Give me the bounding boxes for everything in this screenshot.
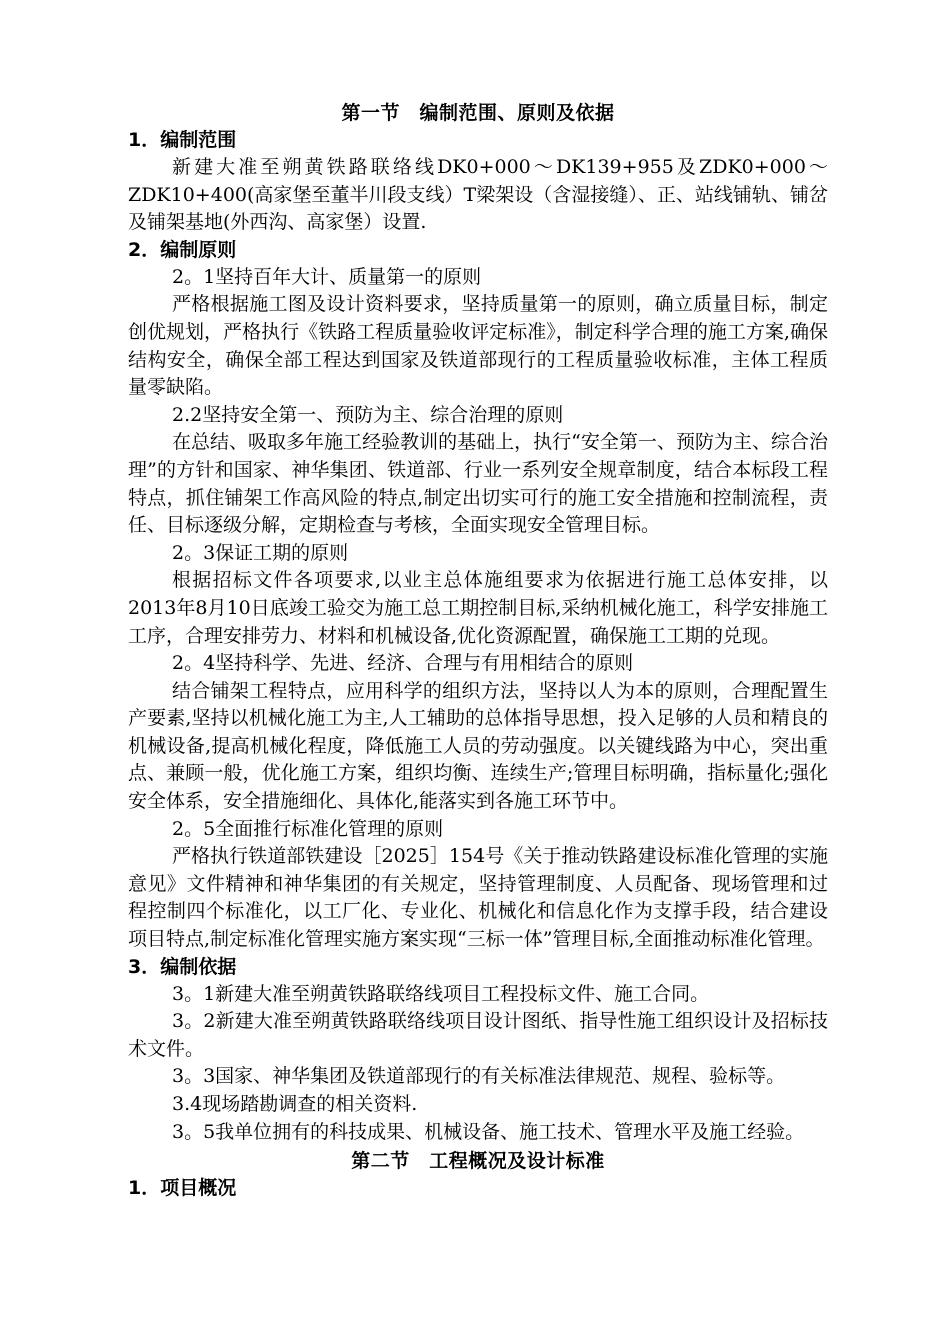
- paragraph-basis-4: 3.4现场踏勘调查的相关资料.: [172, 1093, 418, 1115]
- section-1-title: 第一节 编制范围、原则及依据: [341, 102, 615, 124]
- subheading-safety-first: 2.2坚持安全第一、预防为主、综合治理的原则: [172, 403, 564, 426]
- heading-project-overview: 1．项目概况: [128, 1177, 237, 1200]
- paragraph-safety-first: 在总结、吸取多年施工经验教训的基础上，执行“安全第一、预防为主、综合治理”的方针和国家、神华集团、铁道部、行业一系列安全规章制度，结合本标段工程特点，抓住铺架工作高风险的特点,制定出切实可行的施工安全措施和控制流程，责任、目标逐级分解，定期检查与考核，全面实现安全管理目标。: [128, 431, 828, 537]
- paragraph-basis-2: 3。2新建大准至朔黄铁路联络线项目设计图纸、指导性施工组织设计及招标技术文件。: [128, 1010, 828, 1060]
- section-2-title: 第二节 工程概况及设计标准: [351, 1150, 605, 1173]
- paragraph-compile-scope: 新建大准至朔黄铁路联络线DK0+000～DK139+955及ZDK0+000～ZDK10+400(高家堡至董半川段支线）T梁架设（含湿接缝）、正、站线铺轨、铺岔及铺架基地(外西沟、高家堡）设置.: [128, 156, 828, 234]
- heading-compile-principles: 2．编制原则: [128, 238, 237, 261]
- subheading-standardization: 2。5全面推行标准化管理的原则: [172, 817, 444, 840]
- paragraph-basis-5: 3。5我单位拥有的科技成果、机械设备、施工技术、管理水平及施工经验。: [172, 1120, 805, 1143]
- paragraph-quality-first: 严格根据施工图及设计资料要求，坚持质量第一的原则，确立质量目标，制定创优规划，严格执行《铁路工程质量验收评定标准》，制定科学合理的施工方案,确保结构安全，确保全部工程达到国家及铁道部现行的工程质量验收标准，主体工程质量零缺陷。: [128, 293, 828, 399]
- paragraph-schedule: 根据招标文件各项要求,以业主总体施组要求为依据进行施工总体安排，以2013年8月10日底竣工验交为施工总工期控制目标,采纳机械化施工，科学安排施工工序，合理安排劳力、材料和机械设备,优化资源配置，确保施工工期的兑现。: [128, 569, 828, 647]
- heading-compile-scope: 1．编制范围: [128, 129, 237, 151]
- paragraph-scientific: 结合铺架工程特点，应用科学的组织方法，坚持以人为本的原则，合理配置生产要素,坚持以机械化施工为主,人工辅助的总体指导思想，投入足够的人员和精良的机械设备,提高机械化程度，降低施工人员的劳动强度。以关键线路为中心，突出重点、兼顾一般，优化施工方案，组织均衡、连续生产;管理目标明确，指标量化;强化安全体系，安全措施细化、具体化,能落实到各施工环节中。: [128, 679, 828, 813]
- paragraph-standardization: 严格执行铁道部铁建设［2025］154号《关于推动铁路建设标准化管理的实施意见》文件精神和神华集团的有关规定，坚持管理制度、人员配备、现场管理和过程控制四个标准化，以工厂化、专业化、机械化和信息化作为支撑手段，结合建设项目特点,制定标准化管理实施方案实现“三标一体”管理目标,全面推动标准化管理。: [128, 845, 828, 951]
- heading-compile-basis: 3．编制依据: [128, 955, 237, 978]
- subheading-quality-first: 2。1坚持百年大计、质量第一的原则: [172, 265, 482, 288]
- paragraph-basis-3: 3。3国家、神华集团及铁道部现行的有关标准法律规范、规程、验标等。: [172, 1065, 786, 1088]
- document-body: [128, 100, 828, 1202]
- subheading-schedule: 2。3保证工期的原则: [172, 541, 349, 564]
- paragraph-basis-1: 3。1新建大准至朔黄铁路联络线项目工程投标文件、施工合同。: [172, 982, 710, 1005]
- subheading-scientific: 2。4坚持科学、先进、经济、合理与有用相结合的原则: [172, 652, 634, 675]
